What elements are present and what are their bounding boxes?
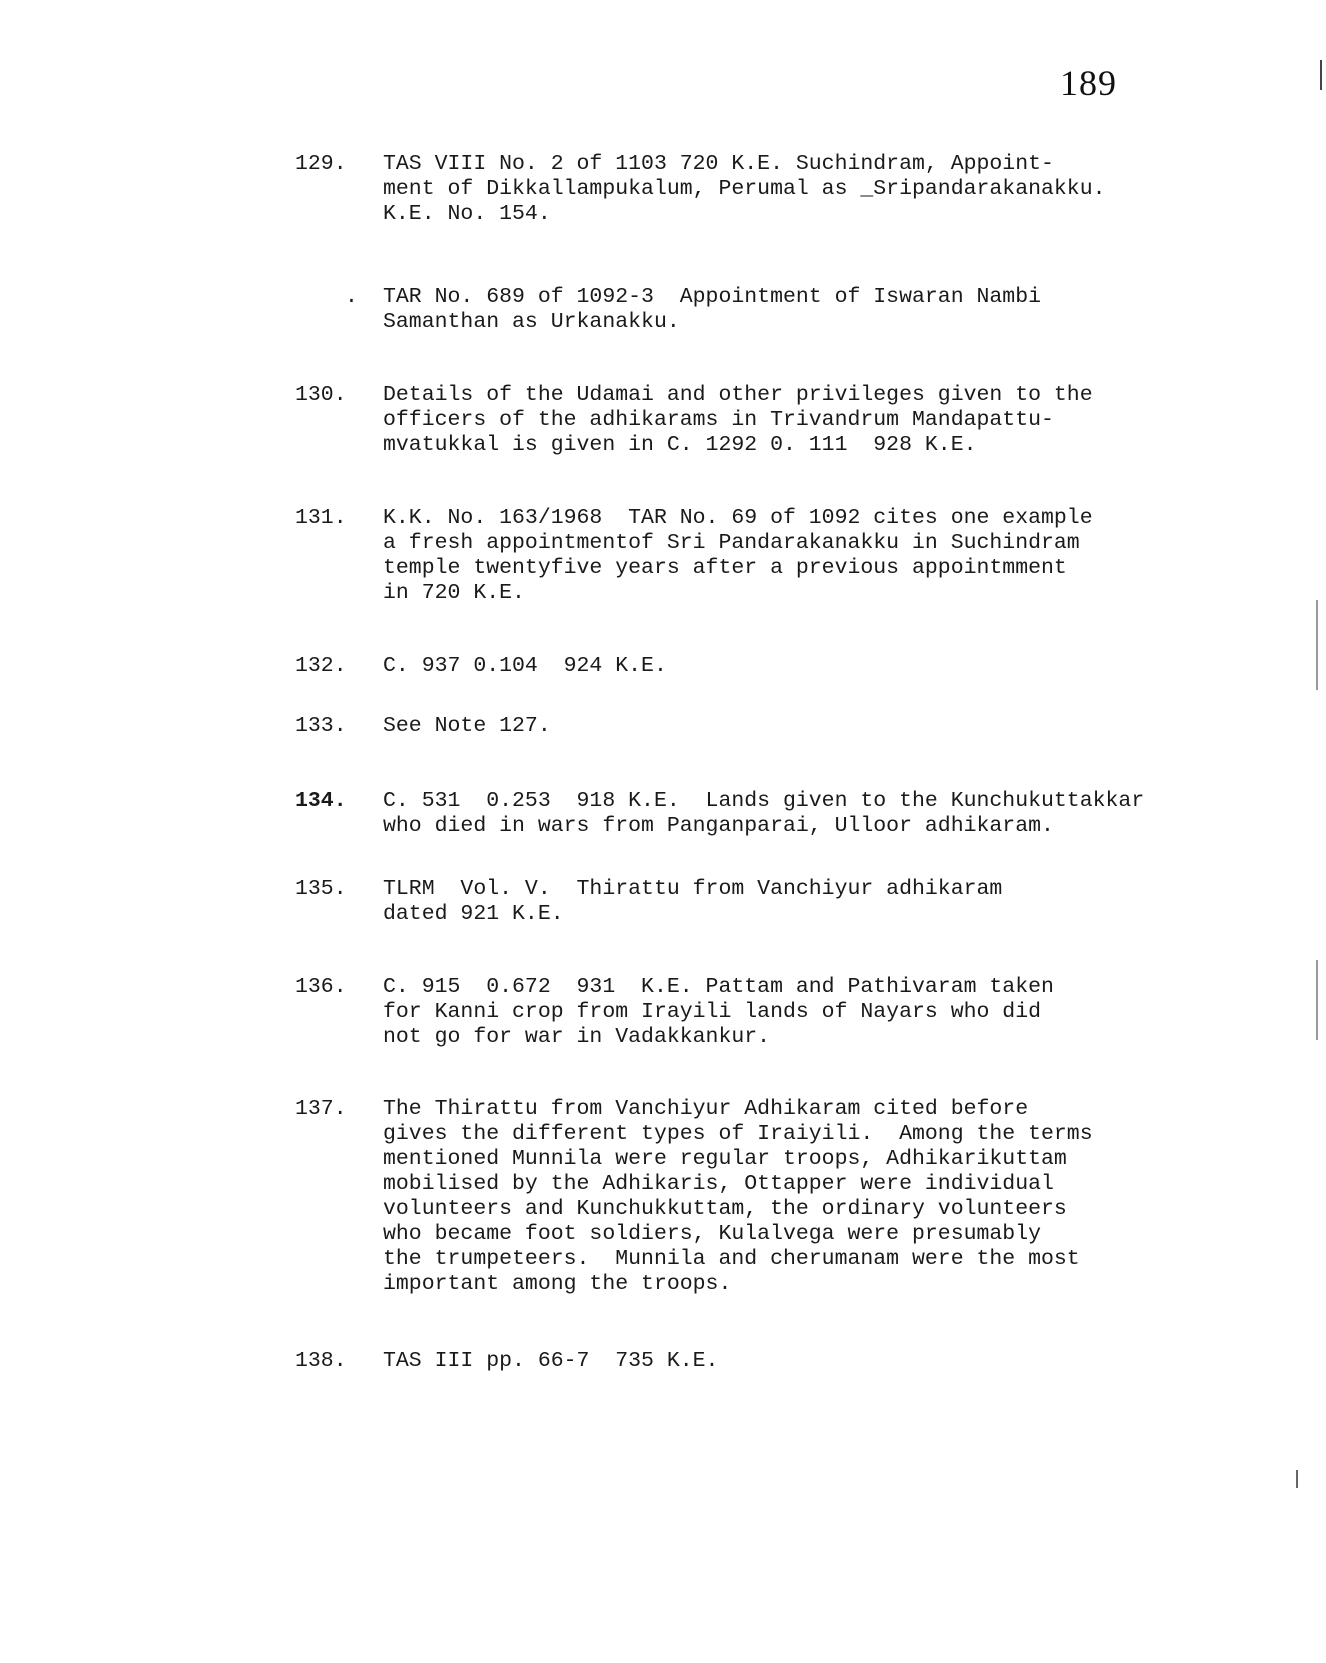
note-line: temple twentyfive years after a previous appointmment	[383, 556, 1067, 580]
note-line: K.K. No. 163/1968 TAR No. 69 of 1092 cites one example	[383, 506, 1093, 530]
note-number: 130.	[295, 383, 347, 407]
note-text	[383, 975, 1283, 1050]
note-line: dated 921 K.E.	[383, 902, 564, 926]
note-line: who became foot soldiers, Kulalvega were presumably	[383, 1222, 1042, 1246]
note-line: mentioned Munnila were regular troops, Adhikarikuttam	[383, 1147, 1067, 1171]
note-text	[383, 1349, 1283, 1374]
page-number: 189	[1060, 63, 1117, 103]
note-text	[383, 506, 1283, 606]
note-line: The Thirattu from Vanchiyur Adhikaram cited before	[383, 1097, 1029, 1121]
note-line: volunteers and Kunchukkuttam, the ordinary volunteers	[383, 1197, 1067, 1221]
note-number: 134.	[295, 789, 347, 813]
note-text	[383, 383, 1283, 458]
note-text	[383, 714, 1283, 739]
note-line: gives the different types of Iraiyili. Among the terms	[383, 1122, 1093, 1146]
note-line: the trumpeteers. Munnila and cherumanam were the most	[383, 1247, 1080, 1271]
note-line: See Note 127.	[383, 714, 551, 738]
note-line: ment of Dikkallampukalum, Perumal as _Sripandarakanakku.	[383, 177, 1106, 201]
note-line: Details of the Udamai and other privileges given to the	[383, 383, 1093, 407]
note-line: not go for war in Vadakkankur.	[383, 1025, 771, 1049]
scan-edge-mark	[1316, 600, 1318, 690]
note-number: 135.	[295, 877, 347, 901]
note-line: TLRM Vol. V. Thirattu from Vanchiyur adhikaram	[383, 877, 1003, 901]
note-line: TAR No. 689 of 1092-3 Appointment of Iswaran Nambi	[383, 285, 1042, 309]
note-line: C. 915 0.672 931 K.E. Pattam and Pathivaram taken	[383, 975, 1054, 999]
note-number: 136.	[295, 975, 347, 999]
note-line: important among the troops.	[383, 1272, 732, 1296]
note-number: 131.	[295, 506, 347, 530]
note-text	[383, 789, 1283, 839]
note-line: C. 531 0.253 918 K.E. Lands given to the Kunchukuttakkar	[383, 789, 1145, 813]
note-line: mobilised by the Adhikaris, Ottapper were individual	[383, 1172, 1054, 1196]
note-number: 137.	[295, 1097, 347, 1121]
note-text	[383, 285, 1283, 335]
note-number: 133.	[295, 714, 347, 738]
note-line: a fresh appointmentof Sri Pandarakanakku in Suchindram	[383, 531, 1080, 555]
note-text	[383, 1097, 1283, 1297]
scan-edge-mark	[1316, 960, 1318, 1040]
scan-edge-mark	[1296, 1470, 1298, 1488]
note-line: TAS III pp. 66-7 735 K.E.	[383, 1349, 719, 1373]
note-line: mvatukkal is given in C. 1292 0. 111 928 K.E.	[383, 433, 977, 457]
scan-edge-mark	[1320, 60, 1322, 90]
note-number: 138.	[295, 1349, 347, 1373]
note-line: C. 937 0.104 924 K.E.	[383, 654, 667, 678]
note-line: officers of the adhikarams in Trivandrum Mandapattu-	[383, 408, 1054, 432]
note-text	[383, 654, 1283, 679]
note-text	[383, 152, 1283, 227]
note-line: for Kanni crop from Irayili lands of Nayars who did	[383, 1000, 1042, 1024]
note-line: TAS VIII No. 2 of 1103 720 K.E. Suchindram, Appoint-	[383, 152, 1054, 176]
note-line: Samanthan as Urkanakku.	[383, 310, 680, 334]
note-number: 129.	[295, 152, 347, 176]
note-text	[383, 877, 1283, 927]
note-line: who died in wars from Panganparai, Ulloor adhikaram.	[383, 814, 1054, 838]
note-line: K.E. No. 154.	[383, 202, 551, 226]
note-line: in 720 K.E.	[383, 581, 525, 605]
note-number: .	[345, 285, 358, 309]
note-number: 132.	[295, 654, 347, 678]
